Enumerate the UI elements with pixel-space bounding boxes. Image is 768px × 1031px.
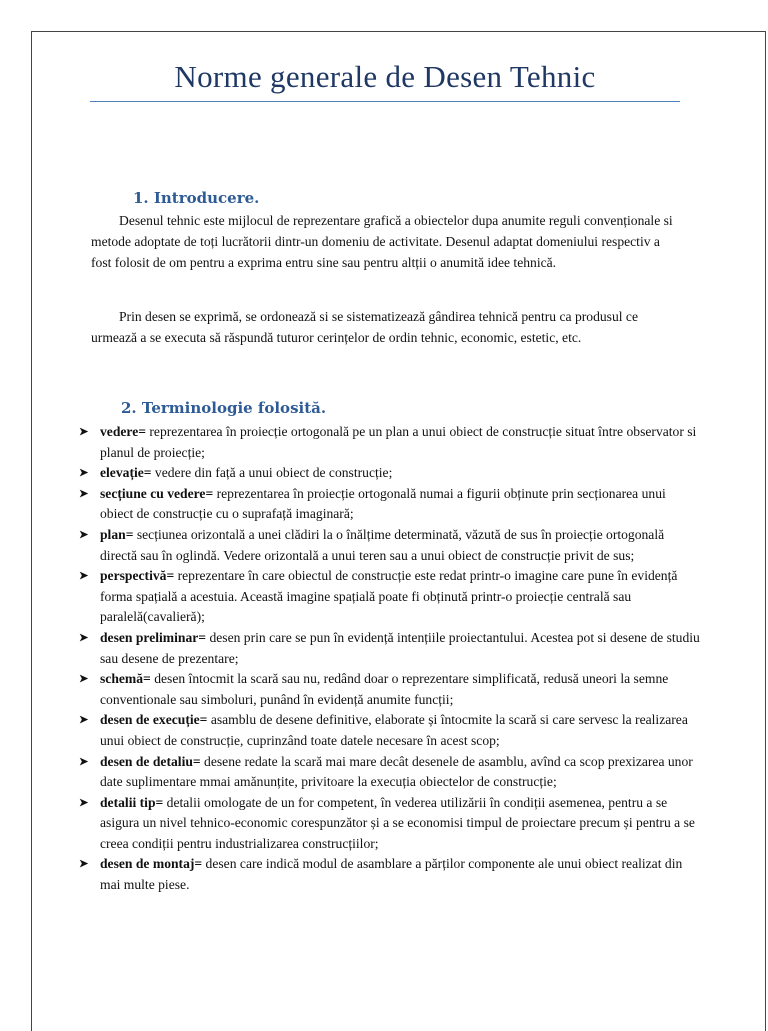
page-title: Norme generale de Desen Tehnic xyxy=(90,57,680,102)
section-2-heading: 2. Terminologie folosită. xyxy=(121,399,327,417)
section-1-paragraph: Desenul tehnic este mijlocul de reprezentare grafică a obiectelor dupa anumite reguli convenționale si metode adoptate de toți lucrătorii dintr-un domeniu de activitate. Desenul adaptat domeniului respectiv a fost folosit de om pentru a exprima entru sine sau pentru altții o anumită idee tehnică. xyxy=(91,213,673,270)
list-item: ➤ desen de detaliu= desene redate la scară mai mare decât desenele de asamblu, avînd ca scop prexizarea unor date suplimentare mmai amănunțite, privitoare la execuția obiectelor de construcție; xyxy=(79,753,693,790)
arrow-bullet-icon: ➤ xyxy=(79,528,89,541)
arrow-bullet-icon: ➤ xyxy=(79,426,89,438)
terminology-list xyxy=(77,422,702,896)
list-item: ➤ desen de montaj= desen care indică modul de asamblare a părților componente ale unui obiect realizat din mai multe piese. xyxy=(79,856,683,893)
arrow-bullet-icon: ➤ xyxy=(79,858,89,871)
list-item: ➤ secțiune cu vedere= reprezentarea în proiecție ortogonală numai a figurii obținute prin secționarea unui obiect de construcție cu o suprafață imaginară; xyxy=(79,485,666,522)
arrow-bullet-icon: ➤ xyxy=(79,467,89,480)
arrow-bullet-icon: ➤ xyxy=(79,631,89,644)
list-item: ➤ desen de execuție= asamblu de desene definitive, elaborate și întocmite la scară si care servesc la realizarea unui obiect de construcție, cuprinzând toate datele necesare în acest scop; xyxy=(79,712,688,748)
arrow-bullet-icon: ➤ xyxy=(79,714,89,727)
list-item: ➤ plan= secțiunea orizontală a unei clădiri la o înălțime determinată, văzută de sus în proiecție ortogonală directă sau în oglindă. Vedere orizontală a unui teren sau a unui obiect de construcție privit de sus; xyxy=(79,526,665,563)
arrow-bullet-icon: ➤ xyxy=(79,755,89,768)
arrow-bullet-icon: ➤ xyxy=(79,796,89,809)
arrow-bullet-icon: ➤ xyxy=(79,487,89,500)
list-item: ➤ vedere= reprezentarea în proiecție ortogonală pe un plan a unui obiect de construcție situat între observator si planul de proiecție; xyxy=(79,424,697,460)
list-item: ➤ schemă= desen întocmit la scară sau nu, redând doar o reprezentare simplificată, redusă uneori la semne conventionale sau simboluri, punând în evidență anumite funcții; xyxy=(79,671,669,707)
list-item: ➤ desen preliminar= desen prin care se pun în evidență intențiile proiectantului. Acestea pot si desene de studiu sau desene de prezentare; xyxy=(79,629,700,666)
section-1-paragraph: Prin desen se exprimă, se ordonează si se sistematizează gândirea tehnică pentru ca produsul ce urmează a se executa să răspundă tuturor cerințelor de ordin tehnic, economic, estetic, etc. xyxy=(91,309,638,345)
document-page xyxy=(31,31,766,1031)
list-item: ➤ elevație= vedere din față a unui obiect de construcție; xyxy=(77,463,702,484)
arrow-bullet-icon: ➤ xyxy=(79,570,89,583)
list-item: ➤ detalii tip= detalii omologate de un for competent, în vederea utilizării în condiții asemenea, pentru a se asigura un nivel tehnico-economic corespunzător și a se economisi timpul de proiectare precum și pentru a se creea condiții pentru industrializarea construcțiilor; xyxy=(79,794,695,851)
list-item: ➤ perspectivă= reprezentare în care obiectul de construcție este redat printr-o imagine care pune în evidență forma spațială a acestuia. Această imagine spațială poate fi obținută printr-o proiecție centrală sau paralelă(cavalieră); xyxy=(79,568,678,625)
arrow-bullet-icon: ➤ xyxy=(79,673,89,686)
section-1-heading: 1. Introducere. xyxy=(133,189,260,207)
